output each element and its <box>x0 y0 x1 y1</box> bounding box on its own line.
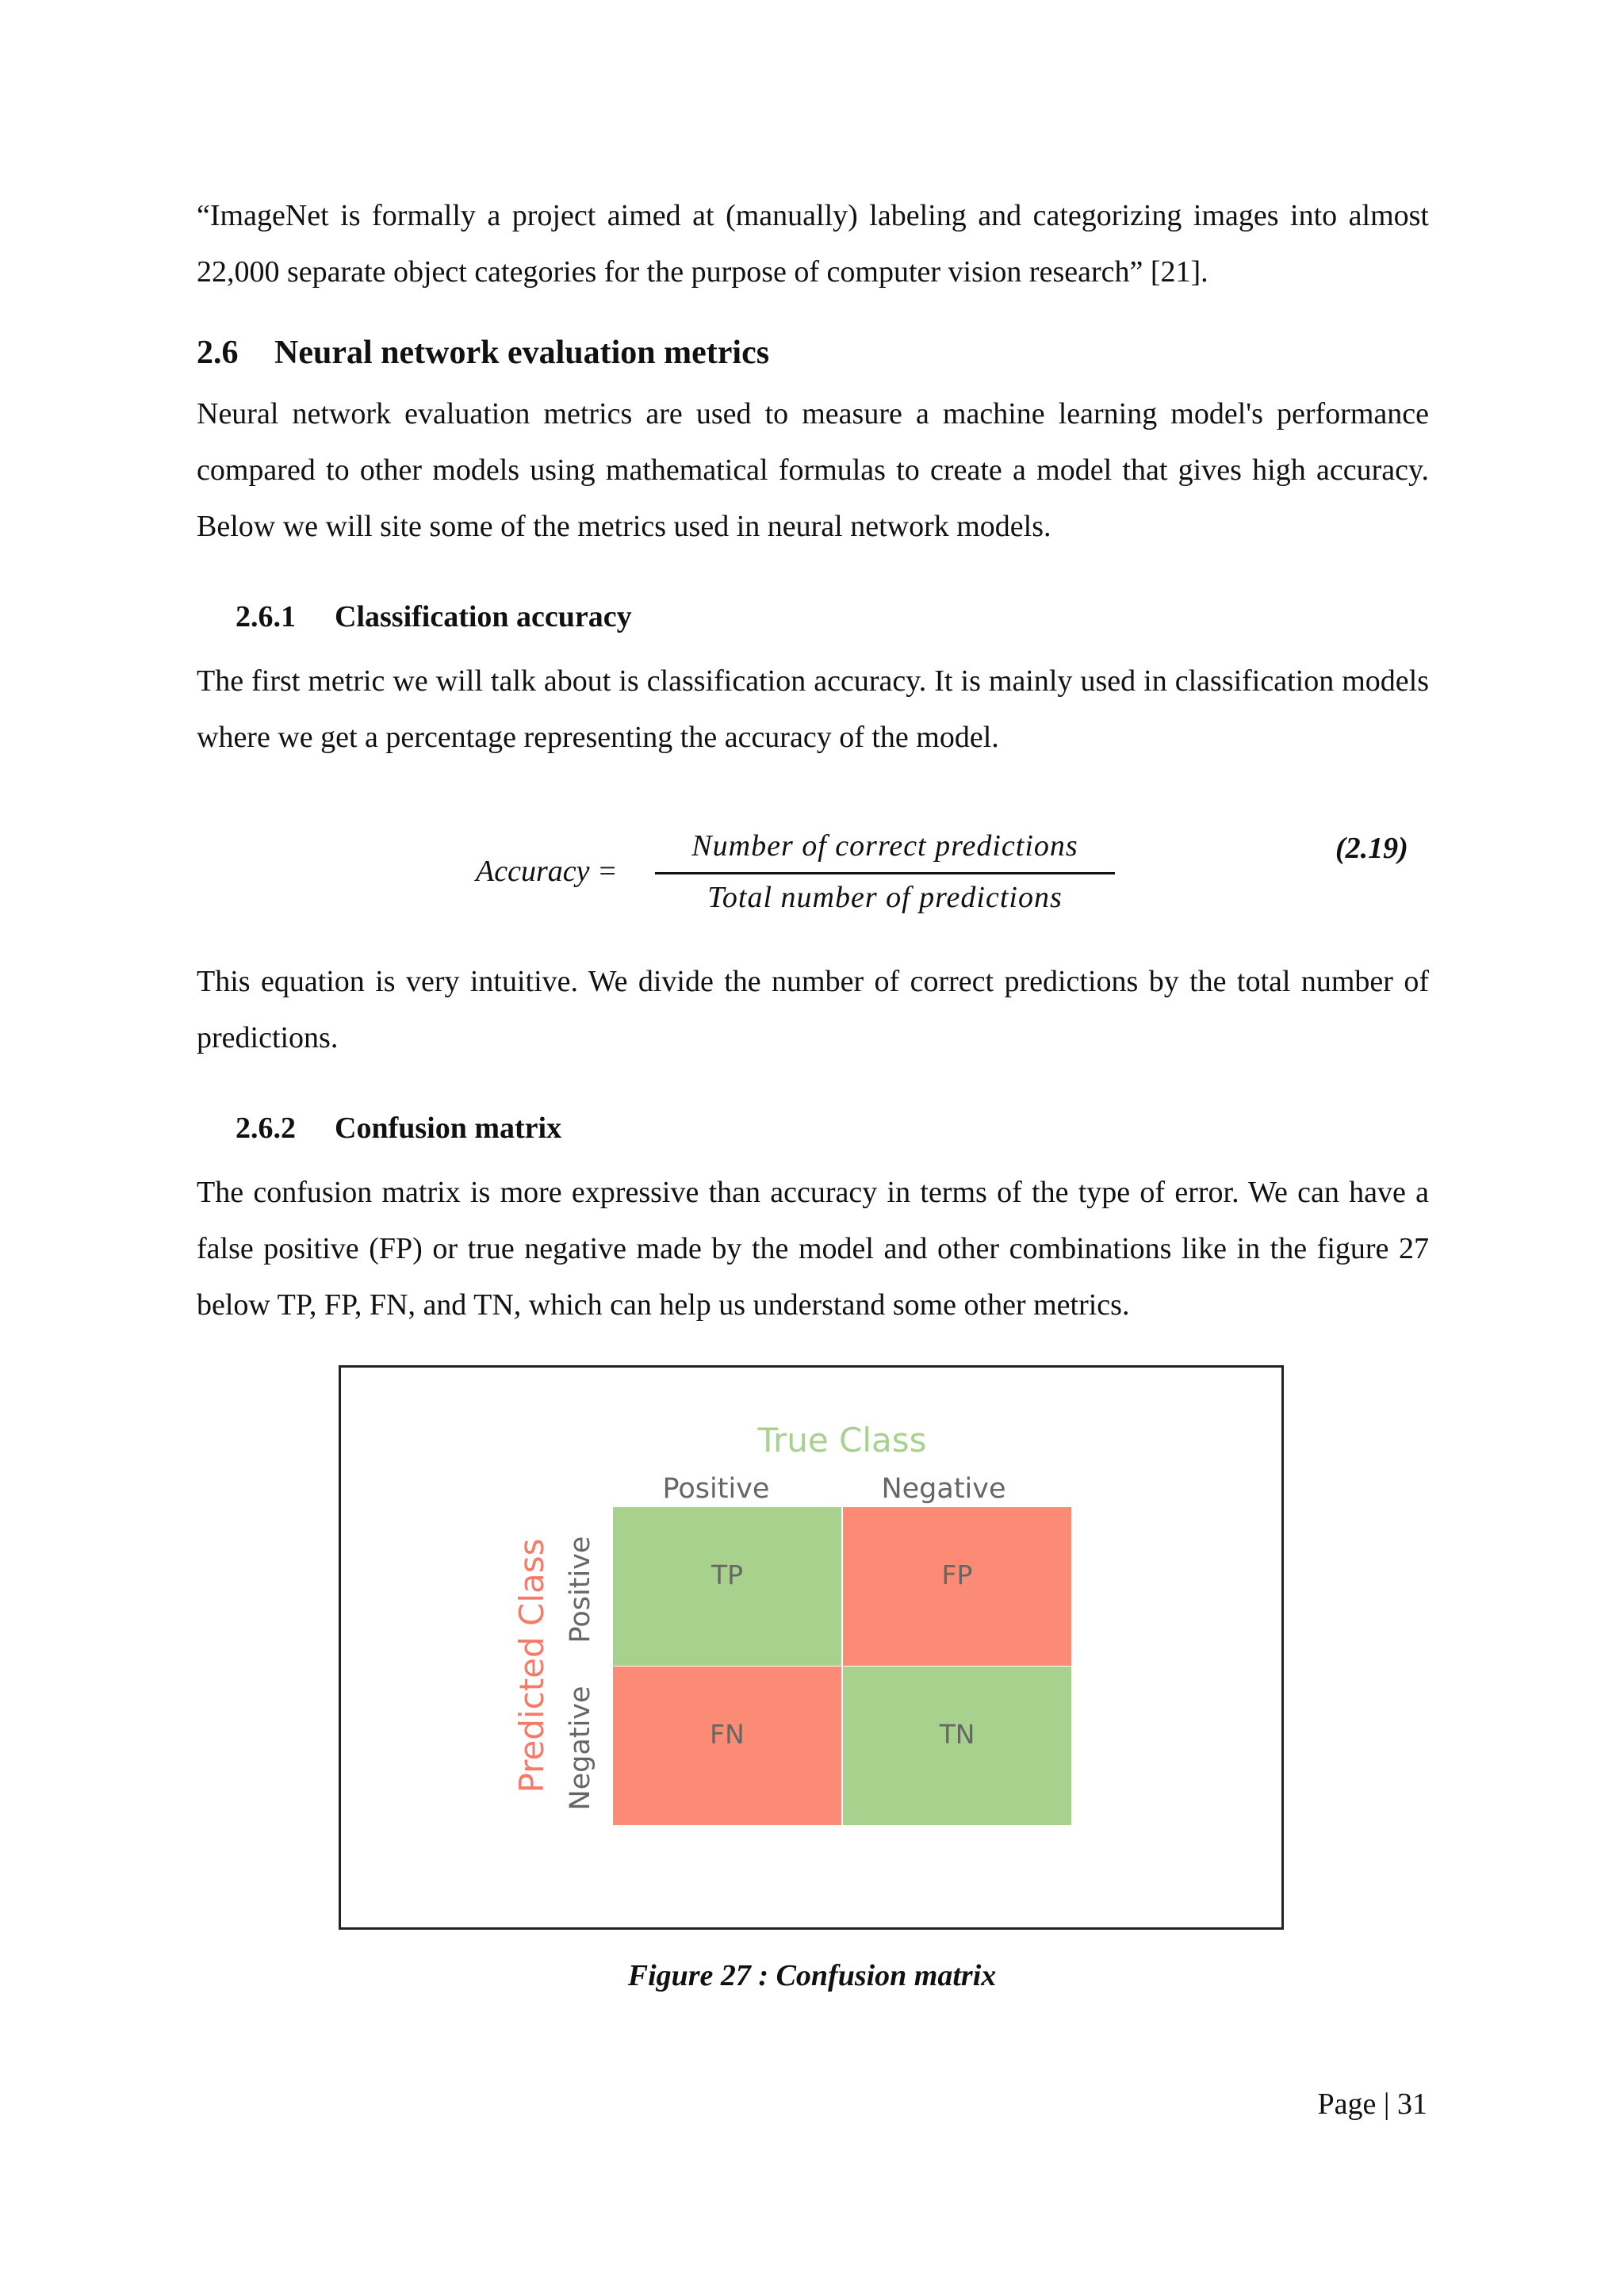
subsection-1-title: Classification accuracy <box>335 600 632 633</box>
section-heading <box>197 329 769 377</box>
subsection-2-title: Confusion matrix <box>335 1112 562 1145</box>
equation-denominator: Total number of predictions <box>707 881 1063 914</box>
cell-label-tp: TP <box>710 1559 744 1590</box>
section-number: 2.6 <box>197 335 239 371</box>
equation-number: (2.19) <box>1335 832 1408 865</box>
subsection-2-number: 2.6.2 <box>236 1112 296 1145</box>
subsection-1-heading <box>236 595 632 639</box>
subsection-1-paragraph: The first metric we will talk about is classification accuracy. It is mainly used in classification models where we get a percentage representing the accuracy of the model. <box>197 664 1429 754</box>
equation-explanation-paragraph: This equation is very intuitive. We divide the number of correct predictions by the total number of predictions. <box>197 965 1429 1054</box>
equation-numerator: Number of correct predictions <box>691 829 1078 863</box>
cell-label-fp: FP <box>941 1559 973 1590</box>
row-label-negative: Negative <box>565 1686 596 1811</box>
equation-fraction <box>655 821 1115 920</box>
column-label-positive: Positive <box>662 1473 770 1505</box>
true-class-label: True Class <box>757 1421 927 1460</box>
subsection-1-number: 2.6.1 <box>236 600 296 633</box>
confusion-matrix-figure <box>339 1365 1284 1930</box>
subsection-2-heading <box>236 1106 561 1150</box>
intro-paragraph: “ImageNet is formally a project aimed at (manually) labeling and categorizing images into almost 22,000 separate object categories for the purpose of computer vision research” [21]. <box>197 199 1429 289</box>
page-number: Page | 31 <box>1317 2087 1427 2121</box>
column-label-negative: Negative <box>881 1473 1006 1505</box>
subsection-2-paragraph: The confusion matrix is more expressive than accuracy in terms of the type of error. We can have a false positive (FP) or true negative made by the model and other combinations like in the figure 27 below TP, FP, FN, and TN, which can help us understand some other metrics. <box>197 1176 1429 1322</box>
predicted-class-label: Predicted Class <box>512 1538 551 1793</box>
cell-label-fn: FN <box>710 1719 745 1750</box>
accuracy-equation <box>0 821 1624 924</box>
cell-label-tn: TN <box>939 1719 975 1750</box>
figure-caption: Figure 27 : Confusion matrix <box>627 1959 997 1992</box>
section-title: Neural network evaluation metrics <box>274 335 770 371</box>
section-paragraph: Neural network evaluation metrics are used to measure a machine learning model's performance compared to other models using mathematical formulas to create a model that gives high accuracy. Below we will site some of the metrics used in neural network models. <box>197 397 1429 543</box>
row-label-positive: Positive <box>565 1536 596 1644</box>
equation-lhs: Accuracy = <box>476 855 618 888</box>
confusion-matrix-svg <box>341 1368 1281 1927</box>
